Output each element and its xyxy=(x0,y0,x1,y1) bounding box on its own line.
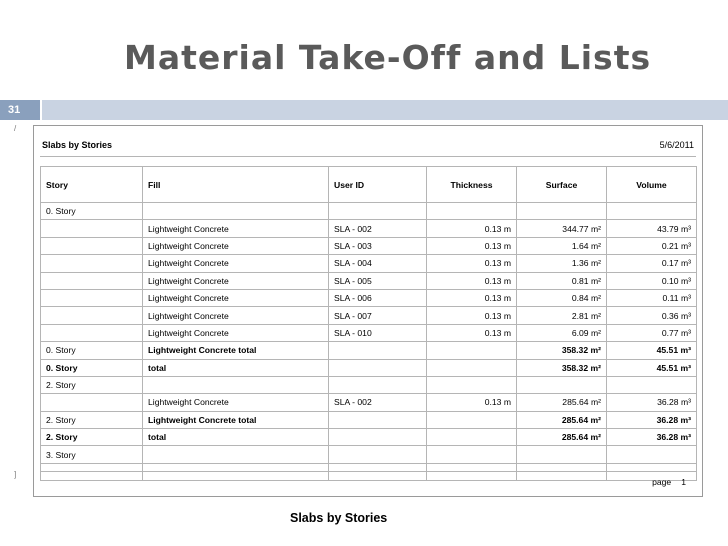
column-header: Surface xyxy=(517,167,607,203)
title-underline-bar xyxy=(42,100,728,120)
cell-surface: 1.36 m² xyxy=(517,255,607,272)
cell-user-id: SLA - 002 xyxy=(329,220,427,237)
cell-thickness xyxy=(427,203,517,220)
table-header-row xyxy=(41,167,697,203)
table-row xyxy=(41,255,697,272)
page-number: 1 xyxy=(681,476,686,487)
cell-fill xyxy=(143,203,329,220)
cell-thickness: 0.13 m xyxy=(427,394,517,411)
cell-story xyxy=(41,394,143,411)
cell-surface: 1.64 m² xyxy=(517,237,607,254)
column-header: Volume xyxy=(607,167,697,203)
cell-thickness xyxy=(427,359,517,376)
sheet-name: Slabs by Stories xyxy=(42,139,113,150)
cell-story: 2. Story xyxy=(41,429,143,446)
cell-story: 0. Story xyxy=(41,342,143,359)
cell-volume: 0.36 m³ xyxy=(607,307,697,324)
cell-volume: 36.28 m³ xyxy=(607,394,697,411)
cell-volume: 45.51 m³ xyxy=(607,342,697,359)
cell-story xyxy=(41,255,143,272)
table-row xyxy=(41,446,697,463)
page-label: page xyxy=(652,476,672,487)
cell-fill: Lightweight Concrete xyxy=(143,255,329,272)
table-row xyxy=(41,289,697,306)
cell-thickness: 0.13 m xyxy=(427,289,517,306)
cell-volume: 0.11 m³ xyxy=(607,289,697,306)
table-row xyxy=(41,429,697,446)
cell-story xyxy=(41,289,143,306)
slide-title: Material Take-Off and Lists xyxy=(124,38,652,77)
column-header: Thickness xyxy=(427,167,517,203)
cell-user-id: SLA - 007 xyxy=(329,307,427,324)
cell-surface: 0.84 m² xyxy=(517,289,607,306)
cell-user-id xyxy=(329,359,427,376)
cell-user-id: SLA - 010 xyxy=(329,324,427,341)
cell-thickness: 0.13 m xyxy=(427,237,517,254)
cell-fill: total xyxy=(143,429,329,446)
table-row xyxy=(41,307,697,324)
cell-user-id: SLA - 004 xyxy=(329,255,427,272)
table-row xyxy=(41,272,697,289)
cell-surface: 2.81 m² xyxy=(517,307,607,324)
cell-user-id: SLA - 003 xyxy=(329,237,427,254)
cell-volume: 0.77 m³ xyxy=(607,324,697,341)
cell-story xyxy=(41,237,143,254)
table-row xyxy=(41,203,697,220)
cell-surface xyxy=(517,203,607,220)
cell-surface: 358.32 m² xyxy=(517,359,607,376)
table-row xyxy=(41,376,697,393)
cell-volume xyxy=(607,203,697,220)
schedule-sheet xyxy=(33,125,703,497)
cell-fill: Lightweight Concrete xyxy=(143,272,329,289)
cell-thickness: 0.13 m xyxy=(427,255,517,272)
cell-volume: 36.28 m³ xyxy=(607,411,697,428)
cell-thickness xyxy=(427,342,517,359)
cell-fill: total xyxy=(143,359,329,376)
cell-thickness xyxy=(427,376,517,393)
left-margin-mark: ] xyxy=(14,470,17,479)
cell-story: 3. Story xyxy=(41,446,143,463)
cell-fill: Lightweight Concrete xyxy=(143,289,329,306)
cell-story xyxy=(41,307,143,324)
slide-number: 31 xyxy=(0,100,40,120)
cell-user-id xyxy=(329,429,427,446)
column-header: Fill xyxy=(143,167,329,203)
cell-story: 2. Story xyxy=(41,376,143,393)
cell-user-id: SLA - 006 xyxy=(329,289,427,306)
cell-volume: 0.10 m³ xyxy=(607,272,697,289)
cell-user-id: SLA - 002 xyxy=(329,394,427,411)
cell-volume: 36.28 m³ xyxy=(607,429,697,446)
table-row xyxy=(41,359,697,376)
cell-user-id xyxy=(329,411,427,428)
sheet-date: 5/6/2011 xyxy=(659,139,694,150)
table-row xyxy=(41,342,697,359)
cell-surface: 6.09 m² xyxy=(517,324,607,341)
cell-story: 0. Story xyxy=(41,203,143,220)
table-row xyxy=(41,324,697,341)
cell-story xyxy=(41,220,143,237)
column-header: Story xyxy=(41,167,143,203)
cell-user-id xyxy=(329,446,427,463)
cell-volume: 45.51 m³ xyxy=(607,359,697,376)
cell-surface: 285.64 m² xyxy=(517,411,607,428)
table-row xyxy=(41,220,697,237)
slide-caption: Slabs by Stories xyxy=(290,511,388,525)
cell-surface: 0.81 m² xyxy=(517,272,607,289)
cell-fill: Lightweight Concrete xyxy=(143,394,329,411)
cell-surface: 358.32 m² xyxy=(517,342,607,359)
cell-fill: Lightweight Concrete total xyxy=(143,342,329,359)
table-row xyxy=(41,394,697,411)
cell-surface xyxy=(517,376,607,393)
cell-thickness: 0.13 m xyxy=(427,324,517,341)
cell-thickness: 0.13 m xyxy=(427,272,517,289)
cell-volume: 0.21 m³ xyxy=(607,237,697,254)
cell-surface: 344.77 m² xyxy=(517,220,607,237)
cell-user-id: SLA - 005 xyxy=(329,272,427,289)
cell-surface: 285.64 m² xyxy=(517,429,607,446)
cell-thickness: 0.13 m xyxy=(427,220,517,237)
cell-thickness xyxy=(427,446,517,463)
cell-user-id xyxy=(329,342,427,359)
cell-surface xyxy=(517,446,607,463)
cell-volume xyxy=(607,376,697,393)
sheet-header xyxy=(40,133,696,157)
cell-volume: 0.17 m³ xyxy=(607,255,697,272)
cell-volume: 43.79 m³ xyxy=(607,220,697,237)
cell-story: 0. Story xyxy=(41,359,143,376)
cell-fill: Lightweight Concrete xyxy=(143,324,329,341)
cell-user-id xyxy=(329,376,427,393)
cell-surface: 285.64 m² xyxy=(517,394,607,411)
left-margin-mark: / xyxy=(14,124,17,133)
cell-fill xyxy=(143,446,329,463)
sheet-footer xyxy=(40,471,696,491)
cell-fill xyxy=(143,376,329,393)
cell-thickness xyxy=(427,429,517,446)
cell-fill: Lightweight Concrete xyxy=(143,307,329,324)
cell-story xyxy=(41,272,143,289)
cell-user-id xyxy=(329,203,427,220)
cell-story xyxy=(41,324,143,341)
cell-thickness: 0.13 m xyxy=(427,307,517,324)
slabs-table xyxy=(40,166,697,481)
cell-fill: Lightweight Concrete xyxy=(143,220,329,237)
cell-fill: Lightweight Concrete xyxy=(143,237,329,254)
cell-thickness xyxy=(427,411,517,428)
cell-fill: Lightweight Concrete total xyxy=(143,411,329,428)
cell-story: 2. Story xyxy=(41,411,143,428)
cell-volume xyxy=(607,446,697,463)
table-row xyxy=(41,237,697,254)
column-header: User ID xyxy=(329,167,427,203)
table-row xyxy=(41,411,697,428)
